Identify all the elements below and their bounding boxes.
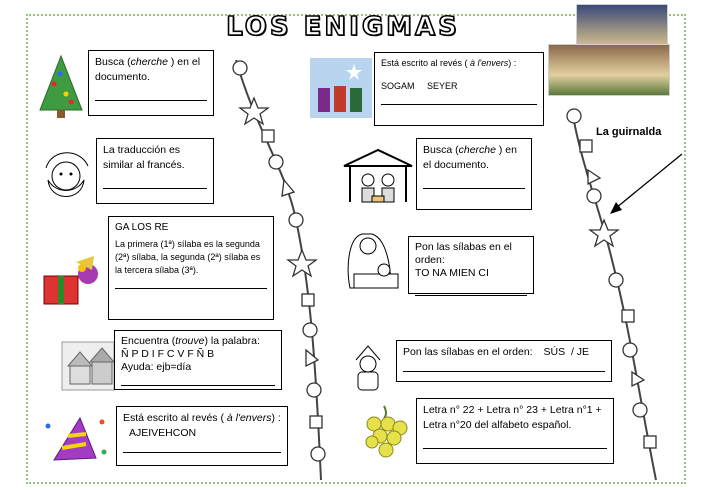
answer-line[interactable]: [403, 370, 605, 372]
puzzle-box-10: [416, 398, 614, 464]
puzzle-box-3: [108, 216, 274, 320]
answer-line[interactable]: [115, 287, 267, 289]
puzzle-2-text: La traducción es similar al francés.: [103, 144, 185, 171]
nativity-photo-top: [576, 4, 668, 48]
answer-line[interactable]: [121, 384, 275, 386]
puzzle-9-syll: SÚS / JE: [543, 346, 590, 358]
answer-line[interactable]: [103, 187, 207, 189]
puzzle-5-answer: AJEIVEHCON: [129, 427, 197, 439]
child-icon: [348, 344, 388, 392]
answer-line[interactable]: [415, 294, 527, 296]
puzzle-box-1: [88, 50, 214, 116]
puzzle-7-pre: Busca (: [423, 144, 459, 156]
answer-line[interactable]: [123, 451, 281, 453]
puzzle-1-pre: Busca (: [95, 56, 131, 68]
puzzle-6-post: ) :: [508, 58, 517, 68]
puzzle-4-em: trouve: [175, 335, 205, 347]
puzzle-4-hint: Ayuda: ejb=día: [121, 361, 192, 373]
nativity-icon: [342, 148, 414, 204]
puzzle-box-6: [374, 52, 544, 126]
nativity-photo-bottom: [548, 44, 670, 96]
christmas-tree-icon: [38, 54, 84, 120]
puzzle-5-post: ) :: [271, 412, 281, 424]
answer-line[interactable]: [95, 99, 207, 101]
puzzle-6-answer: SOGAM SEYER: [381, 81, 458, 91]
puzzle-box-8: [408, 236, 534, 294]
magi-icon: [310, 58, 372, 118]
answer-line[interactable]: [423, 447, 607, 449]
puzzle-7-post: ) en el documento.: [423, 144, 517, 171]
puzzle-8-syll: TO NA MIEN CI: [415, 267, 489, 279]
puzzle-box-7: [416, 138, 532, 210]
puzzle-10-text: Letra n° 22 + Letra n° 23 + Letra n°1 + Letra n°20 del alfabeto español.: [423, 404, 602, 431]
party-hat-icon: [40, 412, 110, 466]
puzzle-5-em: à l'envers: [223, 412, 272, 424]
puzzle-3-head: GA LOS RE: [115, 222, 169, 233]
page-title: LOS ENIGMAS: [226, 12, 460, 42]
puzzle-6-pre: Está escrito al revés (: [381, 58, 468, 68]
answer-line[interactable]: [423, 187, 525, 189]
puzzle-3-body: La primera (1ª) sílaba es la segunda (2ª) sílaba, la segunda (2ª) sílaba es la tercera sílaba (3ª).: [115, 239, 261, 275]
puzzle-9-text: Pon las sílabas en el orden:: [403, 346, 533, 358]
puzzle-box-9: [396, 340, 612, 382]
puzzle-box-2: [96, 138, 214, 204]
santa-icon: [36, 144, 96, 206]
puzzle-4-pre: Encuentra (: [121, 335, 176, 347]
puzzle-6-em: à l'envers: [467, 58, 509, 68]
puzzle-4-letters: Ñ P D I F C V F Ñ B: [121, 348, 215, 360]
gift-icon: [40, 254, 108, 308]
puzzle-1-post: ) en el documento.: [95, 56, 201, 83]
grapes-icon: [356, 404, 414, 464]
puzzle-8-text: Pon las sílabas en el orden:: [415, 241, 512, 266]
garland-label: La guirnalda: [596, 126, 662, 138]
village-icon: [60, 340, 116, 392]
puzzle-1-em: cherche: [130, 56, 168, 68]
puzzle-5-pre: Está escrito al revés (: [123, 412, 224, 424]
puzzle-7-em: cherche: [458, 144, 496, 156]
mary-child-icon: [336, 228, 410, 292]
arrow-icon: [600, 150, 690, 220]
puzzle-box-5: [116, 406, 288, 466]
answer-line[interactable]: [381, 103, 537, 105]
puzzle-box-4: [114, 330, 282, 390]
puzzle-4-post: ) la palabra:: [204, 335, 260, 347]
